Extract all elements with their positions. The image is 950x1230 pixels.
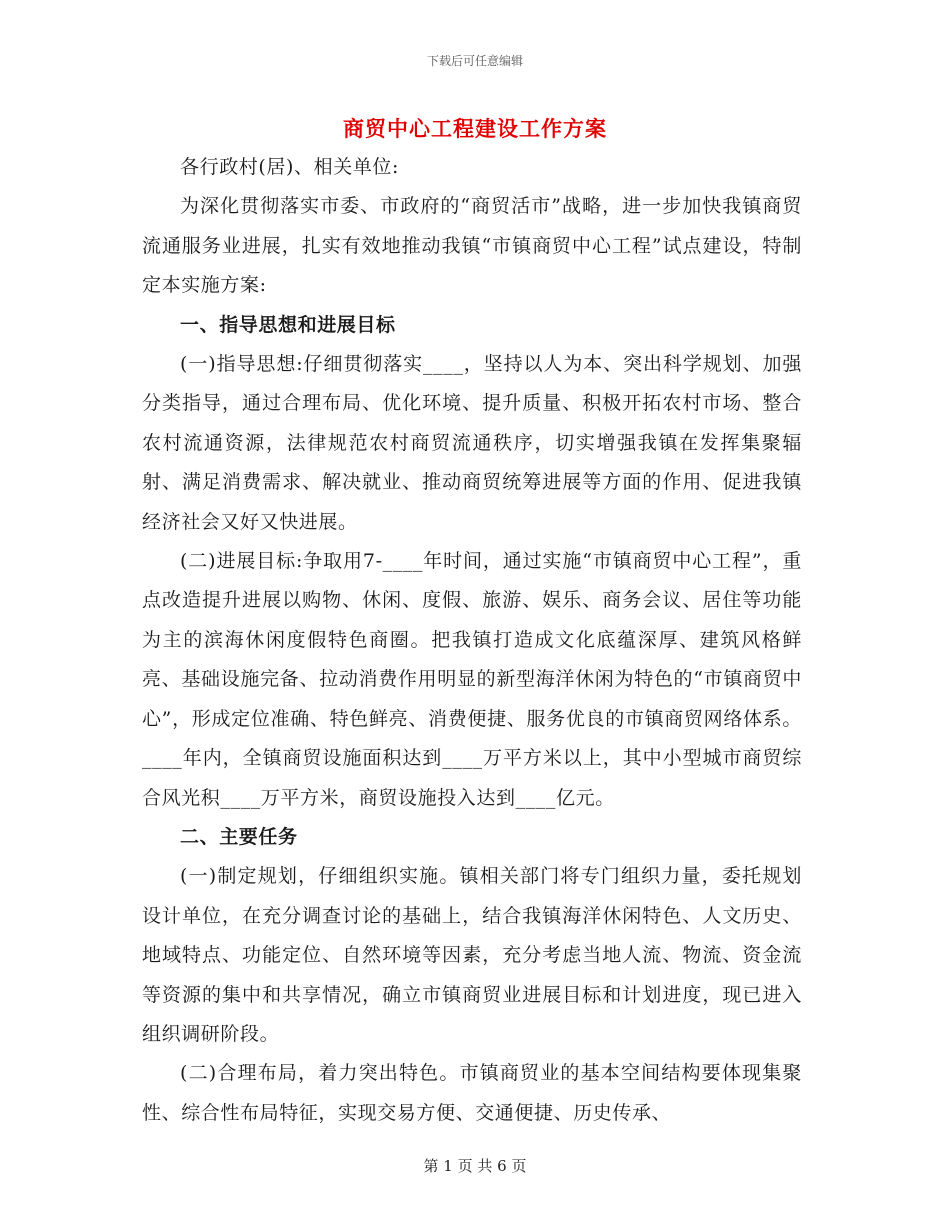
section-1-paragraph-1: (一)指导思想:仔细贯彻落实____，坚持以人为本、突出科学规划、加强分类指导，通过合理布局、优化环境、提升质量、积极开拓农村市场、整合农村流通资源，法律规范农村商贸流通秩序，切实增强我镇在发挥集聚辐射、满足消费需求、解决就业、推动商贸统筹进展等方面的作用、促进我镇经济社会又好又快进展。 <box>142 353 802 533</box>
document-body <box>142 148 802 1133</box>
section-1-paragraph-2: (二)进展目标:争取用7-____年时间，通过实施“市镇商贸中心工程”，重点改造提升进展以购物、休闲、度假、旅游、娱乐、商务会议、居住等功能为主的滨海休闲度假特色商圈。把我镇打造成文化底蕴深厚、建筑风格鲜亮、基础设施完备、拉动消费作用明显的新型海洋休闲为特色的“市镇商贸中心”，形成定位准确、特色鲜亮、消费便捷、服务优良的市镇商贸网络体系。____年内，全镇商贸设施面积达到____万平方米以上，其中小型城市商贸综合风光积____万平方米，商贸设施投入达到____亿元。 <box>142 550 802 809</box>
intro-paragraph: 为深化贯彻落实市委、市政府的“商贸活市”战略，进一步加快我镇商贸流通服务业进展，扎实有效地推动我镇“市镇商贸中心工程”试点建设，特制定本实施方案: <box>142 195 802 297</box>
section-1-heading: 一、指导思想和进展目标 <box>180 313 396 336</box>
salutation: 各行政村(居)、相关单位: <box>180 156 400 178</box>
document-title: 商贸中心工程建设工作方案 <box>343 116 607 141</box>
section-2-paragraph-1: (一)制定规划，仔细组织实施。镇相关部门将专门组织力量，委托规划设计单位，在充分调查讨论的基础上，结合我镇海洋休闲特色、人文历史、地域特点、功能定位、自然环境等因素，充分考虑当地人流、物流、资金流等资源的集中和共享情况，确立市镇商贸业进展目标和计划进度，现已进入组织调研阶段。 <box>142 865 802 1045</box>
section-2-paragraph-2: (二)合理布局，着力突出特色。市镇商贸业的基本空间结构要体现集聚性、综合性布局特征，实现交易方便、交通便捷、历史传承、 <box>142 1062 802 1124</box>
section-2-heading: 二、主要任务 <box>180 825 298 848</box>
page-number: 第 1 页 共 6 页 <box>423 1157 527 1175</box>
page-header-note: 下载后可任意编辑 <box>426 54 523 68</box>
